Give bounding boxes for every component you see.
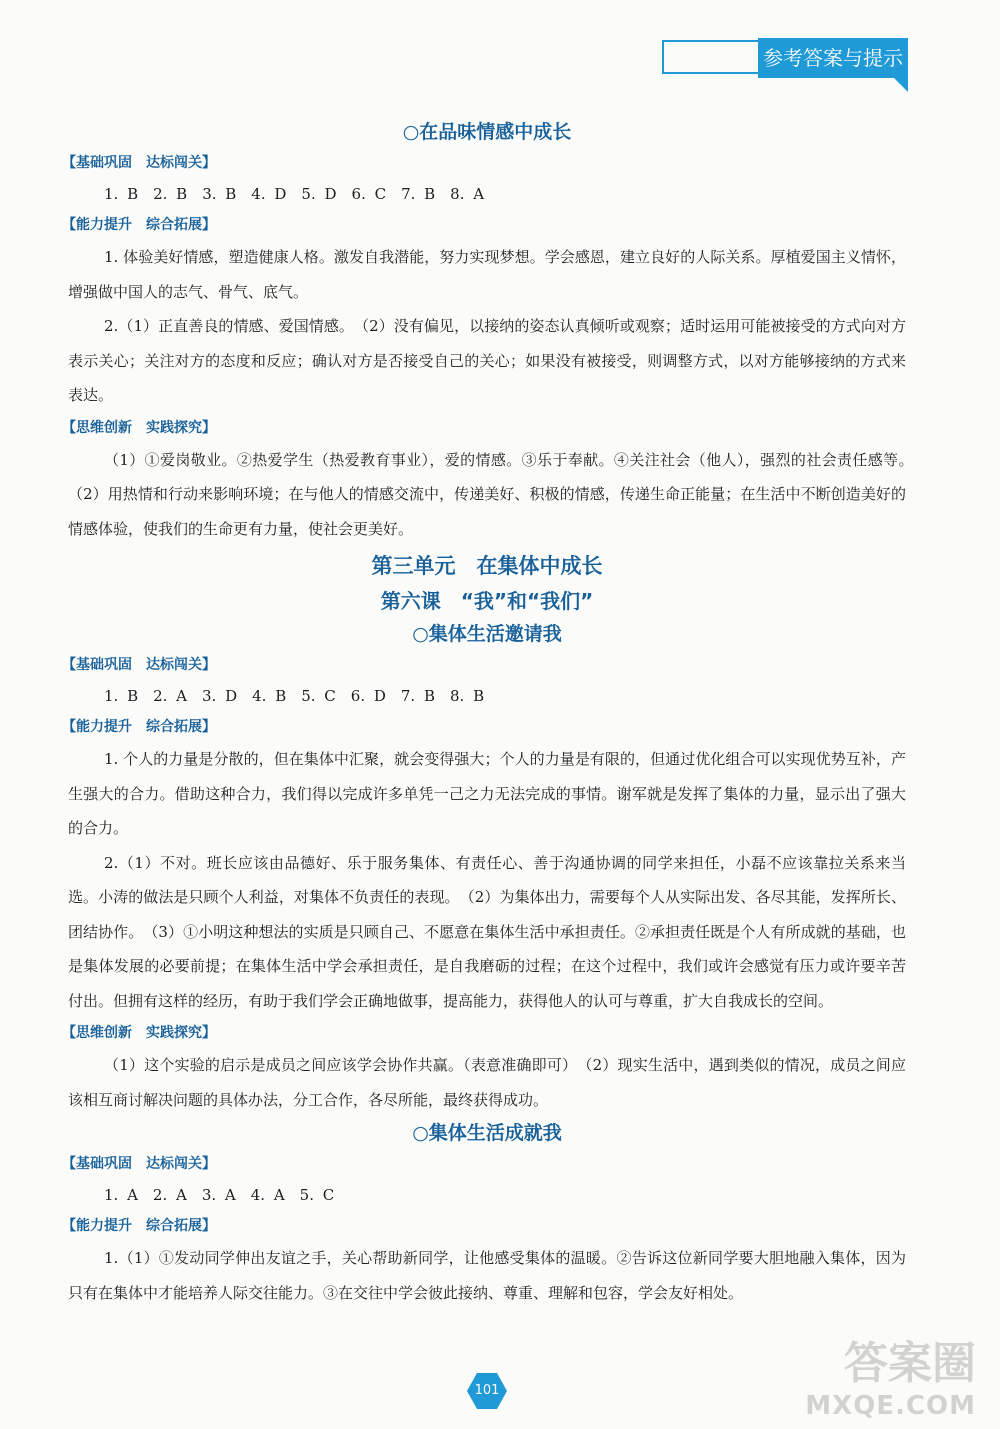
- basic-label: 【基础巩固 达标闯关】: [62, 1156, 216, 1172]
- answer-line: 1. B 2. A 3. D 4. B 5. C 6. D 7. B 8. B: [104, 687, 485, 705]
- answer-paragraph: （1）①爱岗敬业。②热爱学生（热爱教育事业），爱的情感。③乐于奉献。④关注社会（他人），强烈的社会责任感等。 （2）用热情和行动来影响环境；在与他人的情感交流中，传递美好、积极的情感，传递生命正能量；在生活中不断创造美好的情感体验，使我们的生命更有力量，使社会更美好。: [68, 450, 922, 538]
- header-outline: [662, 40, 758, 74]
- lesson-title: 第六课 “我”和“我们”: [380, 589, 594, 613]
- ability-label: 【能力提升 综合拓展】: [62, 719, 216, 735]
- page-number-badge: [466, 1371, 508, 1411]
- answer-line: 1. A 2. A 3. A 4. A 5. C: [104, 1186, 335, 1204]
- think-label: 【思维创新 实践探究】: [62, 419, 216, 436]
- header-banner: [662, 38, 908, 80]
- header-tag: 参考答案与提示: [758, 38, 908, 78]
- answer-line: 1. B 2. B 3. B 4. D 5. D 6. C 7. B 8. A: [104, 185, 485, 203]
- answer-paragraph: （1）这个实验的启示是成员之间应该学会协作共赢。（表意准确即可） （2）现实生活中，遇到类似的情况，成员之间应该相互商讨解决问题的具体办法，分工合作，各尽所能，最终获得成功。: [68, 1056, 906, 1109]
- ability-label: 【能力提升 综合拓展】: [62, 1218, 216, 1234]
- watermark-top: 答案圈: [844, 1338, 976, 1389]
- section-title: ○集体生活邀请我: [412, 623, 562, 645]
- answer-paragraph: 1. 个人的力量是分散的，但在集体中汇聚，就会变得强大；个人的力量是有限的，但通过优化组合可以实现优势互补，产生强大的合力。借助这种合力，我们得以完成许多单凭一己之力无法完成的事情。谢军就是发挥了集体的力量，显示出了强大的合力。: [68, 750, 906, 837]
- answer-paragraph: 2.（1）不对。班长应该由品德好、乐于服务集体、有责任心、善于沟通协调的同学来担任，小磊不应该靠拉关系来当选。小涛的做法是只顾个人利益，对集体不负责任的表现。 （2）为集体出力，需要每个人从实际出发、各尽其能，发挥所长、团结协作。 （3）①小明这种想法的实质是只顾自己、不愿意在集体生活中承担责任。②承担责任既是个人有所成就的基础，也是集体发展的必要前提；在集体生活中学会承担责任，是自我磨砺的过程；在这个过程中，我们或许会感觉有压力或许要辛苦付出。但拥有这样的经历，有助于我们学会正确地做事，提高能力，获得他人的认可与尊重，扩大自我成长的空间。: [68, 853, 906, 1010]
- ability-label: 【能力提升 综合拓展】: [62, 217, 216, 233]
- page-number: 101: [474, 1383, 500, 1398]
- watermark-bottom: MXQE.COM: [805, 1391, 976, 1421]
- think-label: 【思维创新 实践探究】: [62, 1025, 216, 1041]
- page-content: [62, 114, 922, 1310]
- answer-paragraph: 1.（1）①发动同学伸出友谊之手，关心帮助新同学，让他感受集体的温暖。②告诉这位新同学要大胆地融入集体，因为只有在集体中才能培养人际交往能力。③在交往中学会彼此接纳、尊重、理解和包容，学会友好相处。: [68, 1249, 906, 1302]
- basic-label: 【基础巩固 达标闯关】: [62, 657, 216, 673]
- section-title: ○集体生活成就我: [412, 1122, 562, 1144]
- section-title: ○在品味情感中成长: [402, 121, 572, 143]
- answer-paragraph: 2.（1）正直善良的情感、爱国情感。 （2）没有偏见，以接纳的姿态认真倾听或观察；适时运用可能被接受的方式向对方表示关心；关注对方的态度和反应；确认对方是否接受自己的关心；如果没有被接受，则调整方式，以对方能够接纳的方式来表达。: [68, 317, 906, 404]
- answer-paragraph: 1. 体验美好情感，塑造健康人格。激发自我潜能，努力实现梦想。学会感恩，建立良好的人际关系。厚植爱国主义情怀，增强做中国人的志气、骨气、底气。: [68, 248, 906, 301]
- basic-label: 【基础巩固 达标闯关】: [62, 155, 216, 171]
- unit-title: 第三单元 在集体中成长: [371, 554, 603, 578]
- watermark-logo: [776, 1327, 976, 1419]
